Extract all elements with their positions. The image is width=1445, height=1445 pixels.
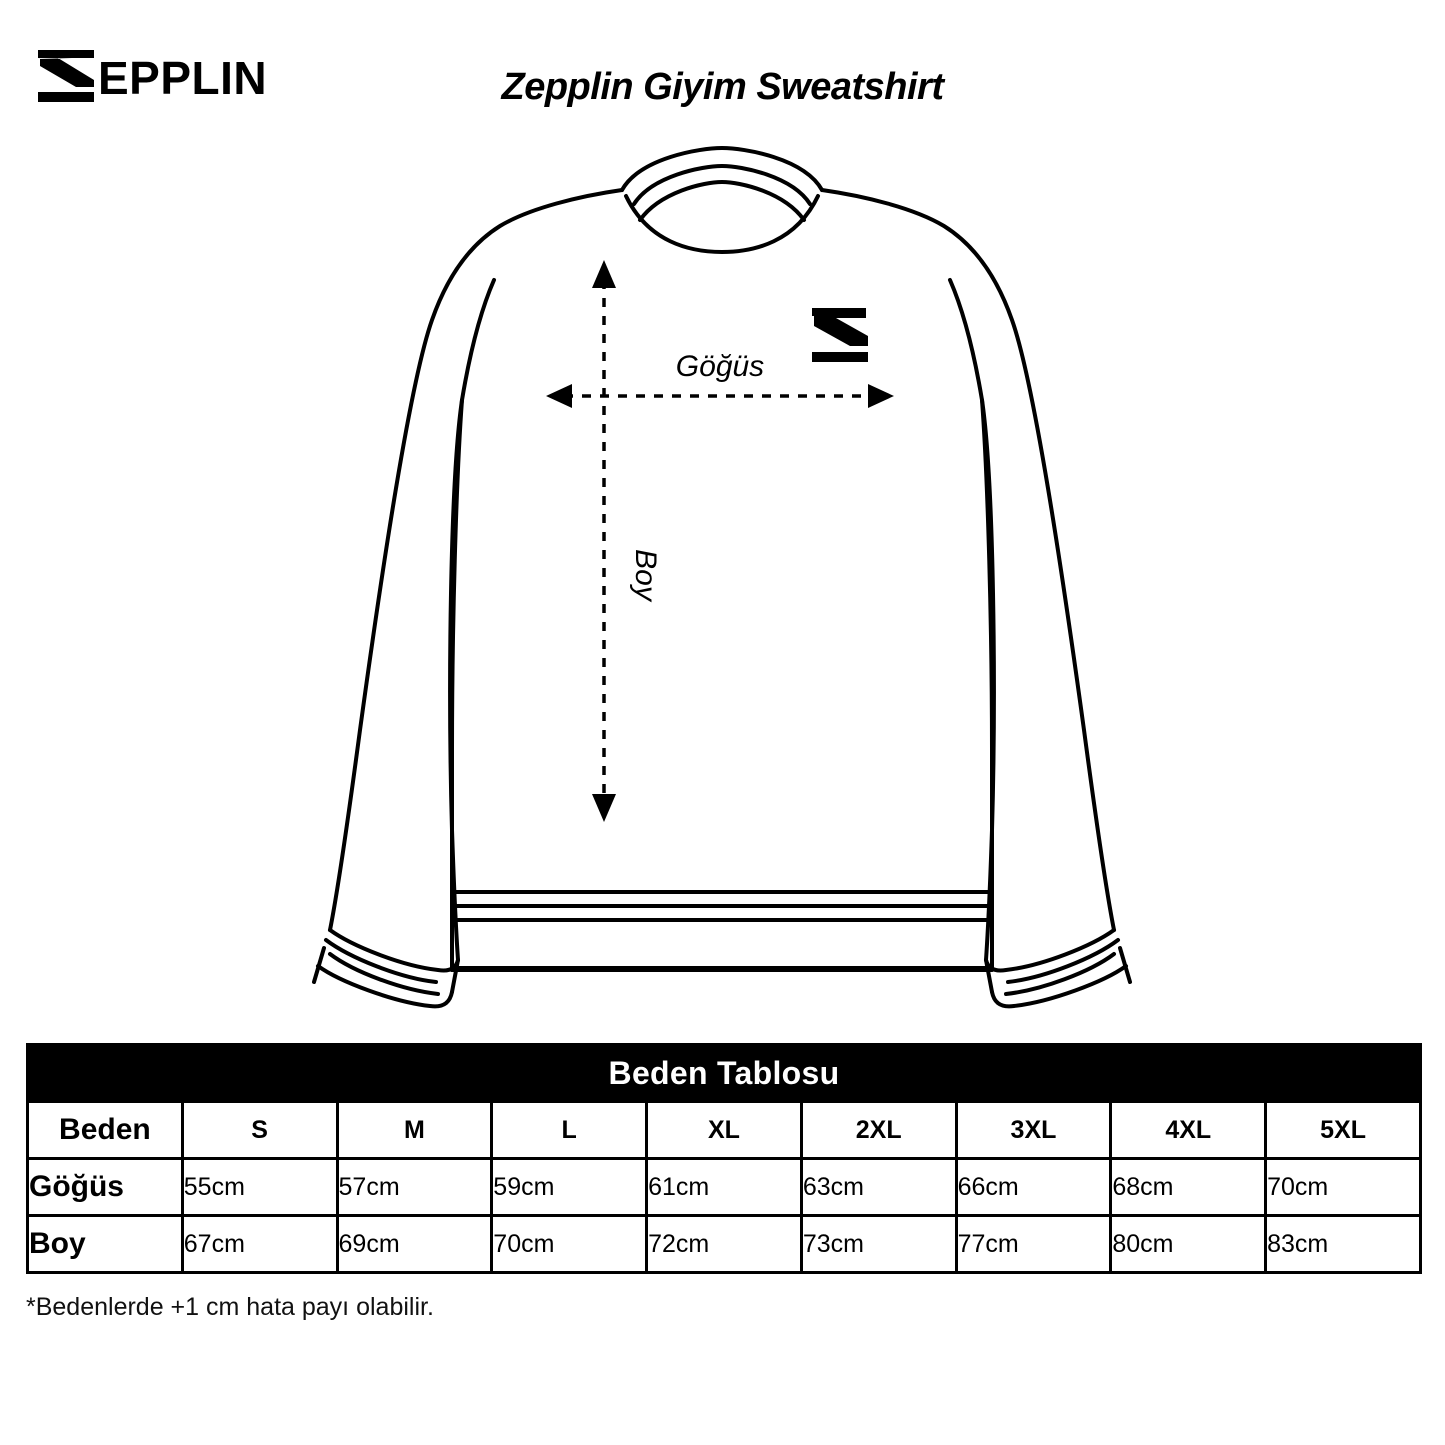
table-row (28, 1216, 1421, 1273)
header-cell-4xl: 4XL (1111, 1102, 1266, 1159)
svg-text:EPPLIN: EPPLIN (98, 52, 268, 104)
cell-boy-3xl: 77cm (956, 1216, 1111, 1273)
chest-measure-arrow (546, 384, 894, 408)
page-title (0, 66, 1445, 109)
page-title-bold: Sweatshirt (756, 66, 944, 108)
size-table-wrap (26, 1043, 1422, 1274)
cell-boy-xl: 72cm (647, 1216, 802, 1273)
cell-gogus-2xl: 63cm (801, 1159, 956, 1216)
cell-boy-l: 70cm (492, 1216, 647, 1273)
sweatshirt-illustration (0, 130, 1445, 1040)
header-cell-l: L (492, 1102, 647, 1159)
cell-boy-m: 69cm (337, 1216, 492, 1273)
cell-boy-5xl: 83cm (1266, 1216, 1421, 1273)
header-cell-s: S (182, 1102, 337, 1159)
header-cell-3xl: 3XL (956, 1102, 1111, 1159)
length-measure-label: Boy (629, 549, 662, 601)
row-label-gogus: Göğüs (28, 1159, 183, 1216)
sweatshirt-outline-icon (314, 148, 1130, 1006)
cell-gogus-l: 59cm (492, 1159, 647, 1216)
size-table (26, 1043, 1422, 1274)
page-title-light: Zepplin Giyim (501, 66, 757, 108)
page-header (0, 0, 1445, 140)
header-cell-xl: XL (647, 1102, 802, 1159)
table-row (28, 1159, 1421, 1216)
table-title: Beden Tablosu (28, 1045, 1421, 1102)
header-cell-2xl: 2XL (801, 1102, 956, 1159)
zepplin-z-mark (812, 308, 868, 362)
table-footnote: *Bedenlerde +1 cm hata payı olabilir. (26, 1293, 434, 1321)
length-measure-arrow (592, 260, 616, 822)
cell-gogus-xl: 61cm (647, 1159, 802, 1216)
header-cell-beden: Beden (28, 1102, 183, 1159)
cell-gogus-m: 57cm (337, 1159, 492, 1216)
row-label-boy: Boy (28, 1216, 183, 1273)
cell-boy-2xl: 73cm (801, 1216, 956, 1273)
table-title-row (28, 1045, 1421, 1102)
table-header-row (28, 1102, 1421, 1159)
cell-gogus-4xl: 68cm (1111, 1159, 1266, 1216)
cell-gogus-5xl: 70cm (1266, 1159, 1421, 1216)
cell-boy-s: 67cm (182, 1216, 337, 1273)
cell-gogus-3xl: 66cm (956, 1159, 1111, 1216)
header-cell-m: M (337, 1102, 492, 1159)
header-cell-5xl: 5XL (1266, 1102, 1421, 1159)
cell-gogus-s: 55cm (182, 1159, 337, 1216)
chest-measure-label: Göğüs (675, 350, 765, 383)
cell-boy-4xl: 80cm (1111, 1216, 1266, 1273)
